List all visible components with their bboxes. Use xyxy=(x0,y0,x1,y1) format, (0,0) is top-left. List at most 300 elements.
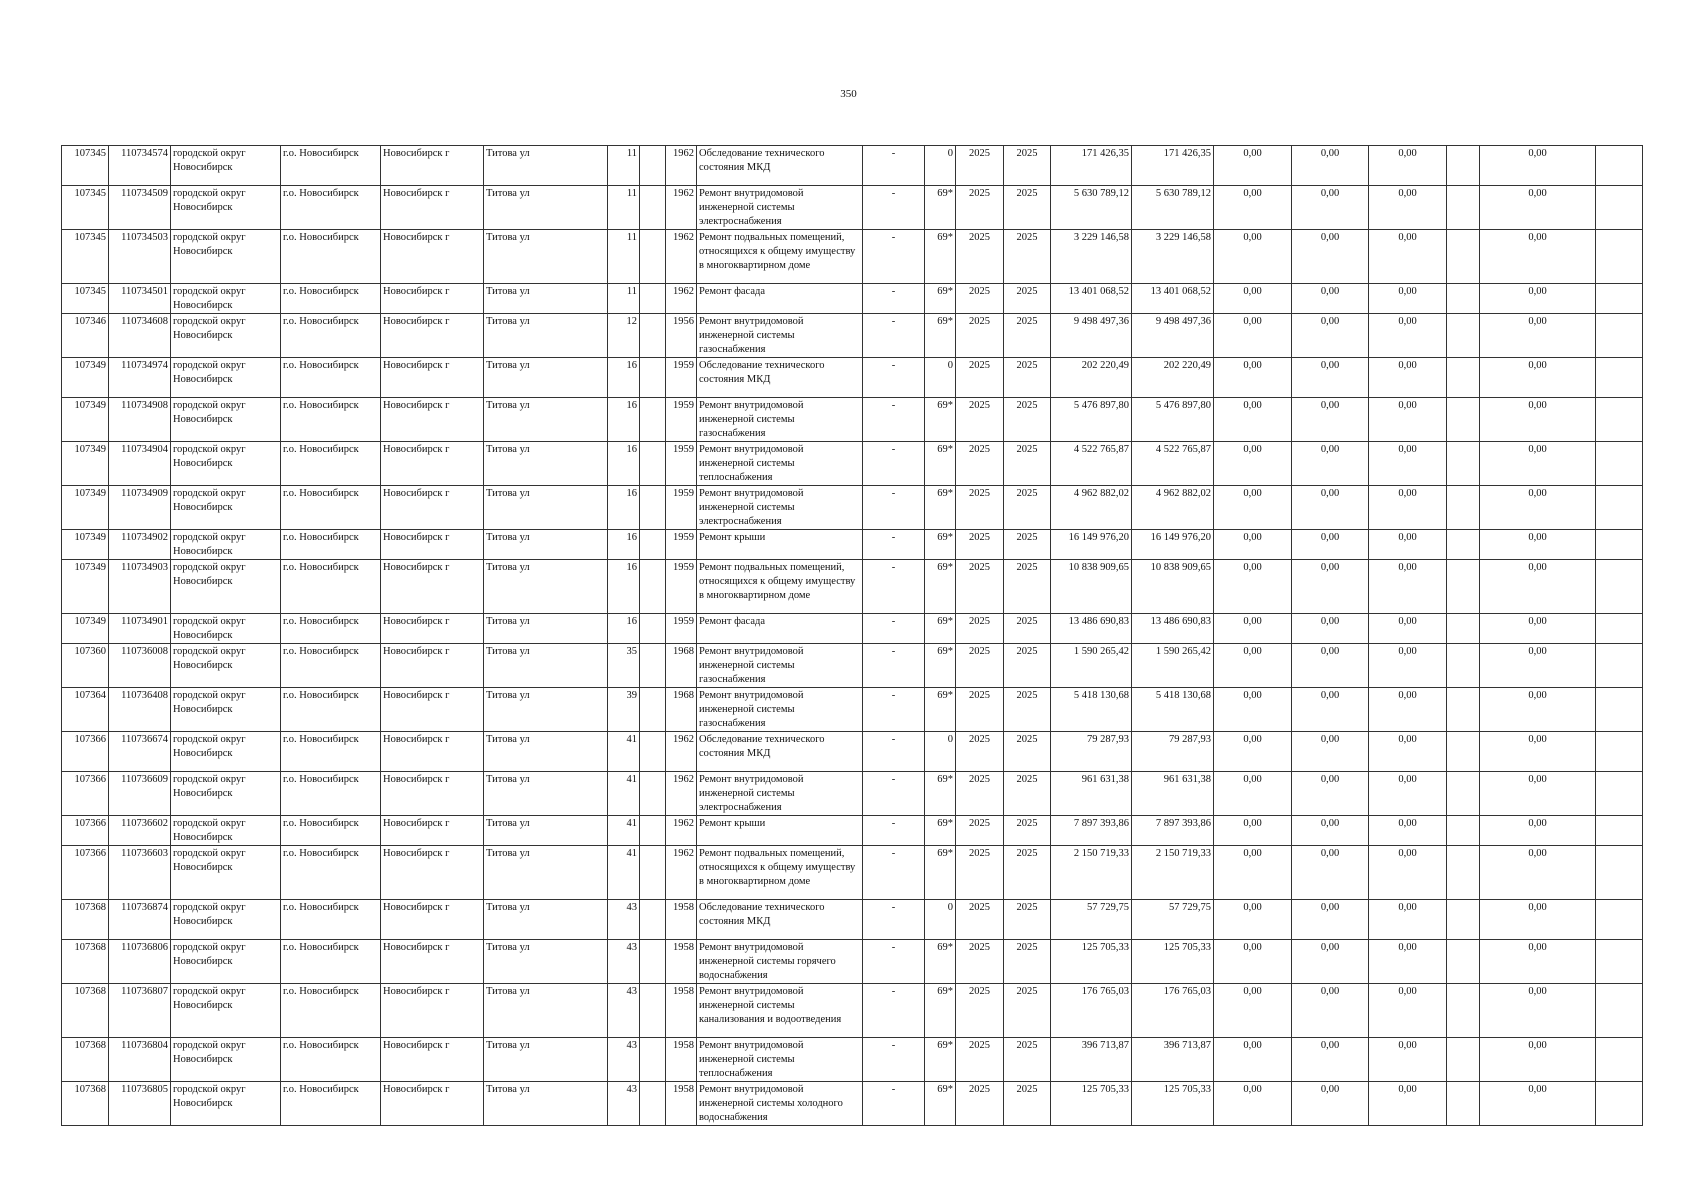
cell-col-last xyxy=(1596,688,1643,732)
cell-total-cost: 1 590 265,42 xyxy=(1051,644,1132,688)
cell-city: Новосибирск г xyxy=(381,398,484,442)
cell-norm: 69* xyxy=(925,314,956,358)
cell-cost-fund: 5 418 130,68 xyxy=(1132,688,1214,732)
cell-year-end: 2025 xyxy=(1004,816,1051,846)
cell-cost-regional: 0,00 xyxy=(1292,398,1369,442)
cell-cost-owners: 0,00 xyxy=(1480,846,1596,900)
cell-norm: 69* xyxy=(925,186,956,230)
cell-year-start: 2025 xyxy=(956,314,1004,358)
cell-norm: 69* xyxy=(925,1082,956,1126)
cell-col-last xyxy=(1596,314,1643,358)
cell-district: г.о. Новосибирск xyxy=(281,230,381,284)
cell-house-number: 16 xyxy=(608,560,640,614)
cell-house-id: 107349 xyxy=(62,530,109,560)
cell-work-type: Ремонт внутридомовой инженерной системы электроснабжения xyxy=(697,186,863,230)
cell-district: г.о. Новосибирск xyxy=(281,530,381,560)
cell-work-type: Ремонт подвальных помещений, относящихся к общему имуществу в многоквартирном доме xyxy=(697,560,863,614)
cell-year-start: 2025 xyxy=(956,442,1004,486)
table-row xyxy=(62,688,1643,732)
cell-total-cost: 125 705,33 xyxy=(1051,1082,1132,1126)
cell-year-start: 2025 xyxy=(956,398,1004,442)
cell-norm: 69* xyxy=(925,772,956,816)
cell-district: г.о. Новосибирск xyxy=(281,314,381,358)
cell-house-number: 41 xyxy=(608,816,640,846)
cell-work-type: Ремонт внутридомовой инженерной системы холодного водоснабжения xyxy=(697,1082,863,1126)
cell-municipality: городской округ Новосибирск xyxy=(171,688,281,732)
cell-col-empty xyxy=(1447,284,1480,314)
cell-col-last xyxy=(1596,486,1643,530)
cell-col-empty xyxy=(1447,1038,1480,1082)
table-row xyxy=(62,732,1643,772)
cell-work-id: 110734908 xyxy=(109,398,171,442)
cell-district: г.о. Новосибирск xyxy=(281,816,381,846)
cell-year-end: 2025 xyxy=(1004,614,1051,644)
cell-work-id: 110736806 xyxy=(109,940,171,984)
cell-street: Титова ул xyxy=(484,530,608,560)
cell-house-id: 107349 xyxy=(62,398,109,442)
cell-year-end: 2025 xyxy=(1004,900,1051,940)
cell-house-number: 39 xyxy=(608,688,640,732)
cell-work-id: 110736602 xyxy=(109,816,171,846)
cell-cost-owners: 0,00 xyxy=(1480,732,1596,772)
cell-house-id: 107368 xyxy=(62,1038,109,1082)
cell-cost-owners: 0,00 xyxy=(1480,900,1596,940)
cell-cost-local: 0,00 xyxy=(1369,772,1447,816)
cell-cost-local: 0,00 xyxy=(1369,186,1447,230)
cell-street: Титова ул xyxy=(484,1082,608,1126)
cell-col-empty xyxy=(1447,358,1480,398)
cell-year-end: 2025 xyxy=(1004,530,1051,560)
cell-municipality: городской округ Новосибирск xyxy=(171,900,281,940)
cell-cost-regional: 0,00 xyxy=(1292,772,1369,816)
cell-work-type: Ремонт внутридомовой инженерной системы газоснабжения xyxy=(697,314,863,358)
cell-house-number: 11 xyxy=(608,146,640,186)
cell-house-number: 16 xyxy=(608,486,640,530)
cell-work-id: 110734509 xyxy=(109,186,171,230)
cell-year-start: 2025 xyxy=(956,146,1004,186)
cell-city: Новосибирск г xyxy=(381,816,484,846)
cell-year-end: 2025 xyxy=(1004,486,1051,530)
cell-house-number: 43 xyxy=(608,984,640,1038)
cell-work-id: 110734574 xyxy=(109,146,171,186)
cell-district: г.о. Новосибирск xyxy=(281,1038,381,1082)
cell-col-empty xyxy=(1447,732,1480,772)
cell-work-type: Ремонт внутридомовой инженерной системы горячего водоснабжения xyxy=(697,940,863,984)
cell-norm: 69* xyxy=(925,284,956,314)
cell-municipality: городской округ Новосибирск xyxy=(171,442,281,486)
cell-col-last xyxy=(1596,846,1643,900)
cell-total-cost: 171 426,35 xyxy=(1051,146,1132,186)
cell-year-start: 2025 xyxy=(956,1038,1004,1082)
cell-cost-regional: 0,00 xyxy=(1292,284,1369,314)
cell-year-built: 1959 xyxy=(666,530,697,560)
cell-house-number: 16 xyxy=(608,442,640,486)
cell-norm: 69* xyxy=(925,940,956,984)
cell-city: Новосибирск г xyxy=(381,644,484,688)
cell-street: Титова ул xyxy=(484,560,608,614)
cell-cost-owners: 0,00 xyxy=(1480,358,1596,398)
cell-year-built: 1962 xyxy=(666,772,697,816)
cell-year-built: 1958 xyxy=(666,1082,697,1126)
cell-cost-regional: 0,00 xyxy=(1292,688,1369,732)
cell-norm: 69* xyxy=(925,530,956,560)
cell-municipality: городской округ Новосибирск xyxy=(171,398,281,442)
cell-building xyxy=(640,900,666,940)
cell-cost-owners: 0,00 xyxy=(1480,284,1596,314)
table-row xyxy=(62,186,1643,230)
cell-city: Новосибирск г xyxy=(381,732,484,772)
cell-house-id: 107368 xyxy=(62,940,109,984)
cell-street: Титова ул xyxy=(484,900,608,940)
cell-col-last xyxy=(1596,398,1643,442)
cell-year-built: 1962 xyxy=(666,284,697,314)
cell-total-cost: 5 476 897,80 xyxy=(1051,398,1132,442)
cell-work-id: 110736805 xyxy=(109,1082,171,1126)
cell-district: г.о. Новосибирск xyxy=(281,614,381,644)
cell-house-id: 107349 xyxy=(62,614,109,644)
cell-norm: 69* xyxy=(925,560,956,614)
cell-district: г.о. Новосибирск xyxy=(281,358,381,398)
cell-cost-fund: 5 630 789,12 xyxy=(1132,186,1214,230)
table-row xyxy=(62,644,1643,688)
cell-year-start: 2025 xyxy=(956,230,1004,284)
cell-col-last xyxy=(1596,358,1643,398)
cell-cost-fund: 9 498 497,36 xyxy=(1132,314,1214,358)
cell-cost-federal: 0,00 xyxy=(1214,146,1292,186)
cell-work-type: Ремонт внутридомовой инженерной системы канализования и водоотведения xyxy=(697,984,863,1038)
table-row xyxy=(62,1082,1643,1126)
cell-cost-regional: 0,00 xyxy=(1292,1038,1369,1082)
cell-year-built: 1959 xyxy=(666,442,697,486)
cell-total-cost: 4 962 882,02 xyxy=(1051,486,1132,530)
cell-cost-fund: 4 522 765,87 xyxy=(1132,442,1214,486)
cell-total-cost: 57 729,75 xyxy=(1051,900,1132,940)
cell-cost-regional: 0,00 xyxy=(1292,900,1369,940)
cell-building xyxy=(640,486,666,530)
cell-col-last xyxy=(1596,732,1643,772)
cell-house-id: 107364 xyxy=(62,688,109,732)
cell-col-empty xyxy=(1447,940,1480,984)
cell-house-id: 107366 xyxy=(62,772,109,816)
table-row xyxy=(62,314,1643,358)
cell-col-last xyxy=(1596,530,1643,560)
cell-work-id: 110734904 xyxy=(109,442,171,486)
cell-cost-owners: 0,00 xyxy=(1480,644,1596,688)
cell-building xyxy=(640,186,666,230)
cell-col-empty xyxy=(1447,614,1480,644)
cell-district: г.о. Новосибирск xyxy=(281,772,381,816)
cell-col-empty xyxy=(1447,398,1480,442)
cell-cost-federal: 0,00 xyxy=(1214,284,1292,314)
cell-street: Титова ул xyxy=(484,816,608,846)
cell-house-number: 16 xyxy=(608,530,640,560)
cell-cost-regional: 0,00 xyxy=(1292,442,1369,486)
cell-street: Титова ул xyxy=(484,984,608,1038)
cell-city: Новосибирск г xyxy=(381,614,484,644)
cell-building xyxy=(640,1038,666,1082)
cell-municipality: городской округ Новосибирск xyxy=(171,984,281,1038)
cell-cost-local: 0,00 xyxy=(1369,900,1447,940)
cell-cost-regional: 0,00 xyxy=(1292,230,1369,284)
cell-cost-fund: 176 765,03 xyxy=(1132,984,1214,1038)
capital-repair-table xyxy=(61,145,1643,1126)
cell-work-type: Ремонт внутридомовой инженерной системы газоснабжения xyxy=(697,688,863,732)
cell-col-last xyxy=(1596,1082,1643,1126)
table-row xyxy=(62,846,1643,900)
cell-street: Титова ул xyxy=(484,732,608,772)
cell-city: Новосибирск г xyxy=(381,772,484,816)
cell-norm: 69* xyxy=(925,688,956,732)
cell-cost-owners: 0,00 xyxy=(1480,772,1596,816)
cell-norm: 0 xyxy=(925,146,956,186)
cell-cost-regional: 0,00 xyxy=(1292,816,1369,846)
cell-city: Новосибирск г xyxy=(381,284,484,314)
cell-cost-local: 0,00 xyxy=(1369,230,1447,284)
cell-work-type: Ремонт подвальных помещений, относящихся к общему имуществу в многоквартирном доме xyxy=(697,230,863,284)
cell-cost-regional: 0,00 xyxy=(1292,846,1369,900)
cell-col-dash: - xyxy=(863,984,925,1038)
cell-work-type: Ремонт внутридомовой инженерной системы электроснабжения xyxy=(697,486,863,530)
cell-cost-owners: 0,00 xyxy=(1480,442,1596,486)
cell-cost-local: 0,00 xyxy=(1369,1038,1447,1082)
cell-cost-owners: 0,00 xyxy=(1480,186,1596,230)
cell-work-type: Ремонт крыши xyxy=(697,530,863,560)
cell-house-id: 107349 xyxy=(62,442,109,486)
cell-year-end: 2025 xyxy=(1004,688,1051,732)
cell-year-start: 2025 xyxy=(956,358,1004,398)
cell-cost-local: 0,00 xyxy=(1369,398,1447,442)
cell-building xyxy=(640,732,666,772)
cell-cost-federal: 0,00 xyxy=(1214,772,1292,816)
cell-norm: 0 xyxy=(925,358,956,398)
cell-building xyxy=(640,688,666,732)
cell-cost-federal: 0,00 xyxy=(1214,230,1292,284)
cell-municipality: городской округ Новосибирск xyxy=(171,146,281,186)
cell-cost-federal: 0,00 xyxy=(1214,732,1292,772)
cell-cost-fund: 961 631,38 xyxy=(1132,772,1214,816)
cell-building xyxy=(640,1082,666,1126)
cell-cost-owners: 0,00 xyxy=(1480,398,1596,442)
table-row xyxy=(62,486,1643,530)
cell-municipality: городской округ Новосибирск xyxy=(171,1082,281,1126)
cell-col-empty xyxy=(1447,230,1480,284)
cell-cost-owners: 0,00 xyxy=(1480,688,1596,732)
cell-work-id: 110734501 xyxy=(109,284,171,314)
cell-house-id: 107349 xyxy=(62,486,109,530)
cell-cost-local: 0,00 xyxy=(1369,358,1447,398)
cell-cost-owners: 0,00 xyxy=(1480,816,1596,846)
cell-municipality: городской округ Новосибирск xyxy=(171,486,281,530)
cell-street: Титова ул xyxy=(484,614,608,644)
cell-cost-fund: 396 713,87 xyxy=(1132,1038,1214,1082)
cell-year-built: 1959 xyxy=(666,614,697,644)
cell-district: г.о. Новосибирск xyxy=(281,846,381,900)
cell-building xyxy=(640,398,666,442)
cell-year-built: 1959 xyxy=(666,486,697,530)
table-row xyxy=(62,146,1643,186)
cell-col-dash: - xyxy=(863,146,925,186)
cell-cost-fund: 1 590 265,42 xyxy=(1132,644,1214,688)
cell-cost-regional: 0,00 xyxy=(1292,314,1369,358)
table-body xyxy=(62,146,1643,1126)
cell-work-id: 110734974 xyxy=(109,358,171,398)
cell-year-start: 2025 xyxy=(956,772,1004,816)
table-row xyxy=(62,530,1643,560)
cell-col-dash: - xyxy=(863,314,925,358)
cell-cost-local: 0,00 xyxy=(1369,284,1447,314)
cell-year-start: 2025 xyxy=(956,846,1004,900)
cell-year-start: 2025 xyxy=(956,186,1004,230)
cell-house-number: 11 xyxy=(608,230,640,284)
cell-col-last xyxy=(1596,644,1643,688)
cell-col-last xyxy=(1596,442,1643,486)
cell-work-type: Ремонт крыши xyxy=(697,816,863,846)
cell-house-id: 107366 xyxy=(62,732,109,772)
cell-cost-federal: 0,00 xyxy=(1214,1082,1292,1126)
cell-norm: 69* xyxy=(925,614,956,644)
cell-col-empty xyxy=(1447,1082,1480,1126)
cell-year-built: 1962 xyxy=(666,816,697,846)
cell-total-cost: 13 486 690,83 xyxy=(1051,614,1132,644)
cell-col-empty xyxy=(1447,146,1480,186)
cell-work-type: Ремонт внутридомовой инженерной системы газоснабжения xyxy=(697,644,863,688)
cell-work-id: 110734901 xyxy=(109,614,171,644)
cell-col-dash: - xyxy=(863,644,925,688)
cell-house-id: 107366 xyxy=(62,846,109,900)
cell-house-number: 16 xyxy=(608,398,640,442)
cell-city: Новосибирск г xyxy=(381,560,484,614)
cell-col-last xyxy=(1596,940,1643,984)
cell-work-id: 110736807 xyxy=(109,984,171,1038)
cell-street: Титова ул xyxy=(484,486,608,530)
cell-cost-fund: 125 705,33 xyxy=(1132,940,1214,984)
cell-total-cost: 16 149 976,20 xyxy=(1051,530,1132,560)
cell-cost-fund: 7 897 393,86 xyxy=(1132,816,1214,846)
cell-year-end: 2025 xyxy=(1004,846,1051,900)
cell-total-cost: 10 838 909,65 xyxy=(1051,560,1132,614)
cell-col-last xyxy=(1596,772,1643,816)
cell-street: Титова ул xyxy=(484,1038,608,1082)
cell-col-last xyxy=(1596,230,1643,284)
table-row xyxy=(62,230,1643,284)
cell-col-empty xyxy=(1447,688,1480,732)
cell-cost-federal: 0,00 xyxy=(1214,314,1292,358)
cell-district: г.о. Новосибирск xyxy=(281,442,381,486)
cell-year-end: 2025 xyxy=(1004,1082,1051,1126)
cell-total-cost: 5 418 130,68 xyxy=(1051,688,1132,732)
cell-cost-owners: 0,00 xyxy=(1480,614,1596,644)
cell-municipality: городской округ Новосибирск xyxy=(171,732,281,772)
cell-cost-regional: 0,00 xyxy=(1292,732,1369,772)
cell-street: Титова ул xyxy=(484,230,608,284)
cell-col-dash: - xyxy=(863,358,925,398)
cell-house-id: 107345 xyxy=(62,146,109,186)
cell-year-start: 2025 xyxy=(956,530,1004,560)
cell-district: г.о. Новосибирск xyxy=(281,900,381,940)
cell-year-built: 1956 xyxy=(666,314,697,358)
cell-year-end: 2025 xyxy=(1004,1038,1051,1082)
cell-district: г.о. Новосибирск xyxy=(281,284,381,314)
cell-cost-fund: 16 149 976,20 xyxy=(1132,530,1214,560)
cell-cost-local: 0,00 xyxy=(1369,560,1447,614)
cell-col-dash: - xyxy=(863,1082,925,1126)
cell-house-id: 107346 xyxy=(62,314,109,358)
cell-col-dash: - xyxy=(863,186,925,230)
cell-year-built: 1962 xyxy=(666,146,697,186)
cell-work-type: Ремонт фасада xyxy=(697,284,863,314)
cell-cost-federal: 0,00 xyxy=(1214,688,1292,732)
cell-house-id: 107368 xyxy=(62,984,109,1038)
cell-building xyxy=(640,442,666,486)
cell-street: Титова ул xyxy=(484,688,608,732)
cell-cost-federal: 0,00 xyxy=(1214,398,1292,442)
cell-col-dash: - xyxy=(863,732,925,772)
cell-building xyxy=(640,530,666,560)
cell-district: г.о. Новосибирск xyxy=(281,560,381,614)
cell-total-cost: 7 897 393,86 xyxy=(1051,816,1132,846)
cell-work-type: Ремонт фасада xyxy=(697,614,863,644)
cell-total-cost: 176 765,03 xyxy=(1051,984,1132,1038)
cell-norm: 69* xyxy=(925,230,956,284)
cell-city: Новосибирск г xyxy=(381,358,484,398)
cell-house-number: 12 xyxy=(608,314,640,358)
cell-work-id: 110736008 xyxy=(109,644,171,688)
cell-work-type: Ремонт внутридомовой инженерной системы электроснабжения xyxy=(697,772,863,816)
cell-building xyxy=(640,846,666,900)
cell-work-type: Обследование технического состояния МКД xyxy=(697,732,863,772)
cell-cost-federal: 0,00 xyxy=(1214,1038,1292,1082)
cell-cost-regional: 0,00 xyxy=(1292,530,1369,560)
cell-street: Титова ул xyxy=(484,442,608,486)
cell-work-type: Ремонт подвальных помещений, относящихся к общему имуществу в многоквартирном доме xyxy=(697,846,863,900)
cell-total-cost: 13 401 068,52 xyxy=(1051,284,1132,314)
cell-year-built: 1959 xyxy=(666,398,697,442)
cell-cost-regional: 0,00 xyxy=(1292,560,1369,614)
cell-cost-owners: 0,00 xyxy=(1480,146,1596,186)
cell-cost-regional: 0,00 xyxy=(1292,614,1369,644)
cell-district: г.о. Новосибирск xyxy=(281,688,381,732)
cell-year-start: 2025 xyxy=(956,614,1004,644)
cell-work-id: 110736874 xyxy=(109,900,171,940)
cell-cost-owners: 0,00 xyxy=(1480,230,1596,284)
cell-year-start: 2025 xyxy=(956,560,1004,614)
cell-city: Новосибирск г xyxy=(381,230,484,284)
cell-city: Новосибирск г xyxy=(381,530,484,560)
cell-cost-regional: 0,00 xyxy=(1292,486,1369,530)
cell-cost-federal: 0,00 xyxy=(1214,186,1292,230)
cell-street: Титова ул xyxy=(484,146,608,186)
cell-house-number: 43 xyxy=(608,940,640,984)
cell-house-id: 107368 xyxy=(62,900,109,940)
cell-cost-federal: 0,00 xyxy=(1214,940,1292,984)
cell-col-empty xyxy=(1447,900,1480,940)
cell-col-dash: - xyxy=(863,614,925,644)
cell-norm: 69* xyxy=(925,984,956,1038)
cell-work-id: 110736408 xyxy=(109,688,171,732)
cell-year-end: 2025 xyxy=(1004,230,1051,284)
cell-col-dash: - xyxy=(863,940,925,984)
cell-total-cost: 5 630 789,12 xyxy=(1051,186,1132,230)
cell-cost-regional: 0,00 xyxy=(1292,186,1369,230)
cell-year-start: 2025 xyxy=(956,732,1004,772)
cell-col-empty xyxy=(1447,314,1480,358)
cell-building xyxy=(640,772,666,816)
table-row xyxy=(62,1038,1643,1082)
cell-cost-federal: 0,00 xyxy=(1214,644,1292,688)
cell-year-built: 1958 xyxy=(666,984,697,1038)
cell-house-number: 35 xyxy=(608,644,640,688)
cell-year-built: 1962 xyxy=(666,732,697,772)
